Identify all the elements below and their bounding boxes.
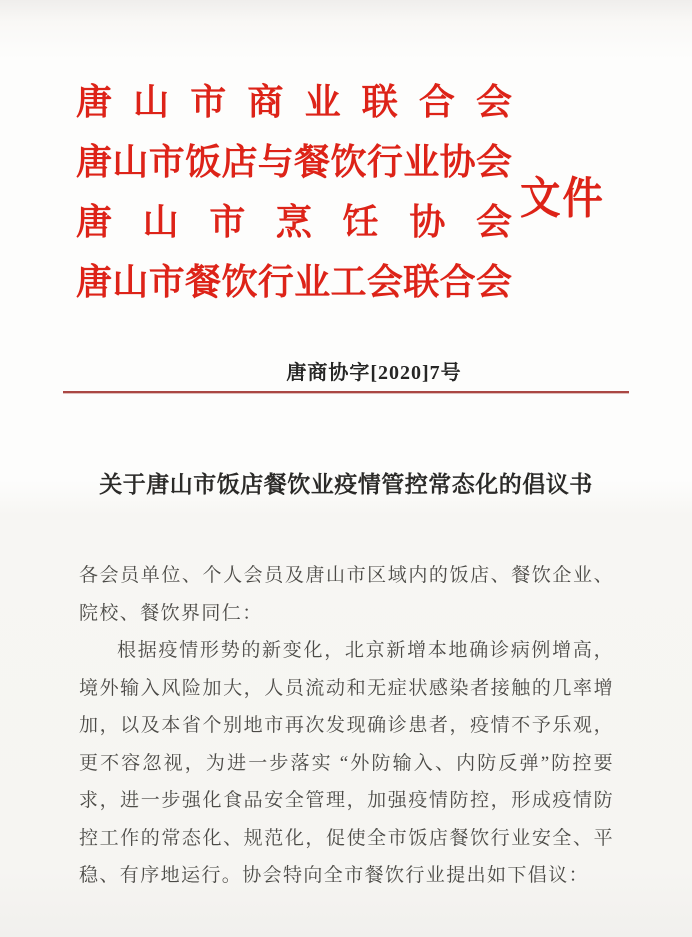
org-name-line-4: 唐山市餐饮行业工会联合会 [76,262,512,302]
document-body [79,557,614,895]
document-title: 关于唐山市饭店餐饮业疫情管控常态化的倡议书 [99,472,593,497]
body-paragraph: 根据疫情形势的新变化，北京新增本地确诊病例增高，境外输入风险加大，人员流动和无症状感染者接触的几率增加，以及本省个别地市再次发现确诊患者，疫情不予乐观，更不容忽视，为进一步落实 “外防输入、内防反弹”防控要求，进一步强化食品安全管理，加强疫情防控，形成疫情防控工作的常态化、规范化，促使全市饭店餐饮行业安全、平稳、有序地运行。协会特向全市餐饮行业提出如下倡议： [79,640,614,886]
doc-type-label: 文件 [520,174,605,223]
salutation: 各会员单位、个人会员及唐山市区域内的饭店、餐饮企业、院校、餐饮界同仁： [79,565,614,624]
doc-number: 唐商协字[2020]7号 [286,362,462,384]
org-name-line-3: 唐山市烹饪协会 [76,202,512,242]
red-divider [63,391,629,393]
letterhead [76,72,512,312]
org-name-line-1: 唐山市商业联合会 [76,82,512,122]
org-name-line-2: 唐山市饭店与餐饮行业协会 [76,142,512,182]
